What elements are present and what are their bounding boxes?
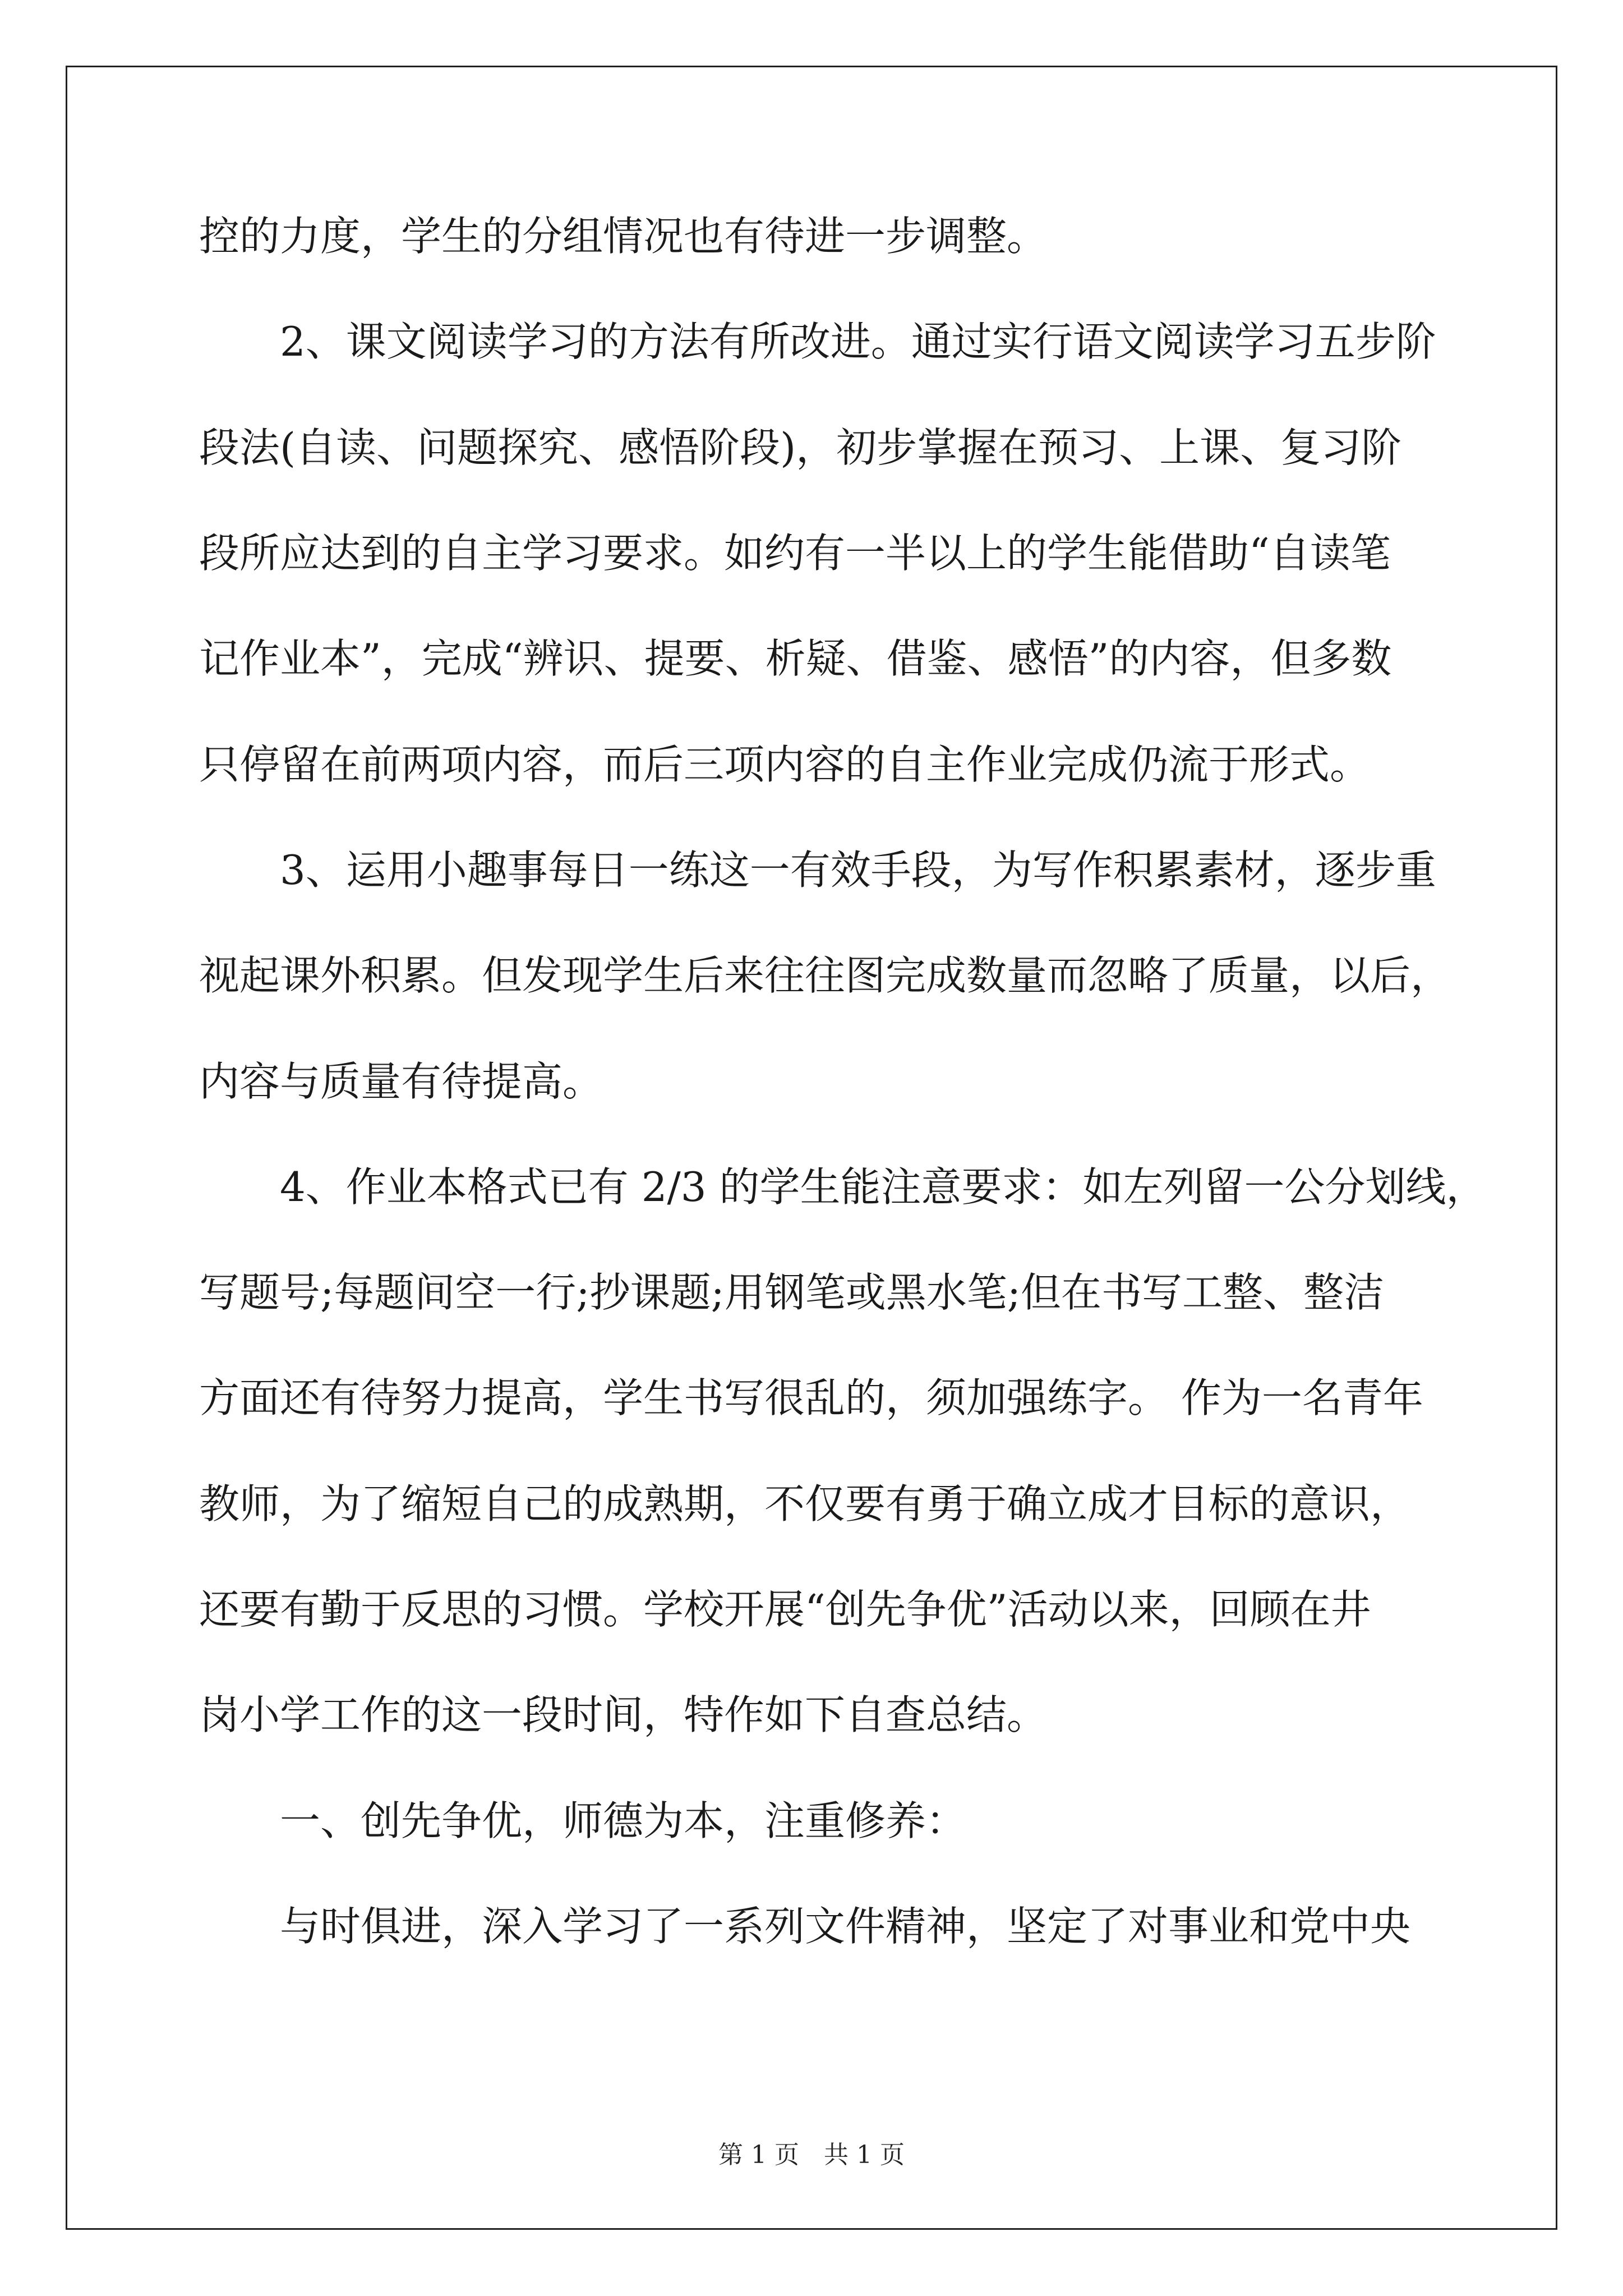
text-line: 教师，为了缩短自己的成熟期，不仅要有勇于确立成才目标的意识， [199,1480,1411,1527]
text-line: 记作业本”，完成“辨识、提要、析疑、借鉴、感悟”的内容，但多数 [199,635,1392,682]
text-line: 一、创先争优，师德为本，注重修养： [199,1797,967,1844]
text-line: 岗小学工作的这一段时间，特作如下自查总结。 [199,1691,1048,1738]
text-line: 还要有勤于反思的习惯。学校开展“创先争优”活动以来，回顾在井 [199,1586,1371,1633]
text-line: 4、作业本格式已有 2/3 的学生能注意要求：如左列留一公分划线， [199,1163,1487,1211]
text-line: 方面还有待努力提高，学生书写很乱的，须加强练字。 作为一名青年 [199,1374,1423,1421]
text-line: 写题号;每题间空一行;抄课题;用钢笔或黑水笔;但在书写工整、整洁 [199,1269,1385,1316]
text-line: 控的力度，学生的分组情况也有待进一步调整。 [199,213,1048,260]
text-line: 段所应达到的自主学习要求。如约有一半以上的学生能借助“自读笔 [199,530,1391,577]
text-line: 内容与质量有待提高。 [199,1058,603,1105]
text-line: 与时俱进，深入学习了一系列文件精神，坚定了对事业和党中央 [199,1903,1411,1950]
page-number: 第 1 页 共 1 页 [718,2141,905,2169]
text-line: 只停留在前两项内容，而后三项内容的自主作业完成仍流于形式。 [199,741,1371,788]
text-line: 段法(自读、问题探究、感悟阶段)，初步掌握在预习、上课、复习阶 [199,424,1402,471]
text-line: 视起课外积累。但发现学生后来往往图完成数量而忽略了质量，以后， [199,952,1451,999]
text-line: 3、运用小趣事每日一练这一有效手段，为写作积累素材，逐步重 [199,846,1436,894]
text-line: 2、课文阅读学习的方法有所改进。通过实行语文阅读学习五步阶 [199,318,1436,365]
